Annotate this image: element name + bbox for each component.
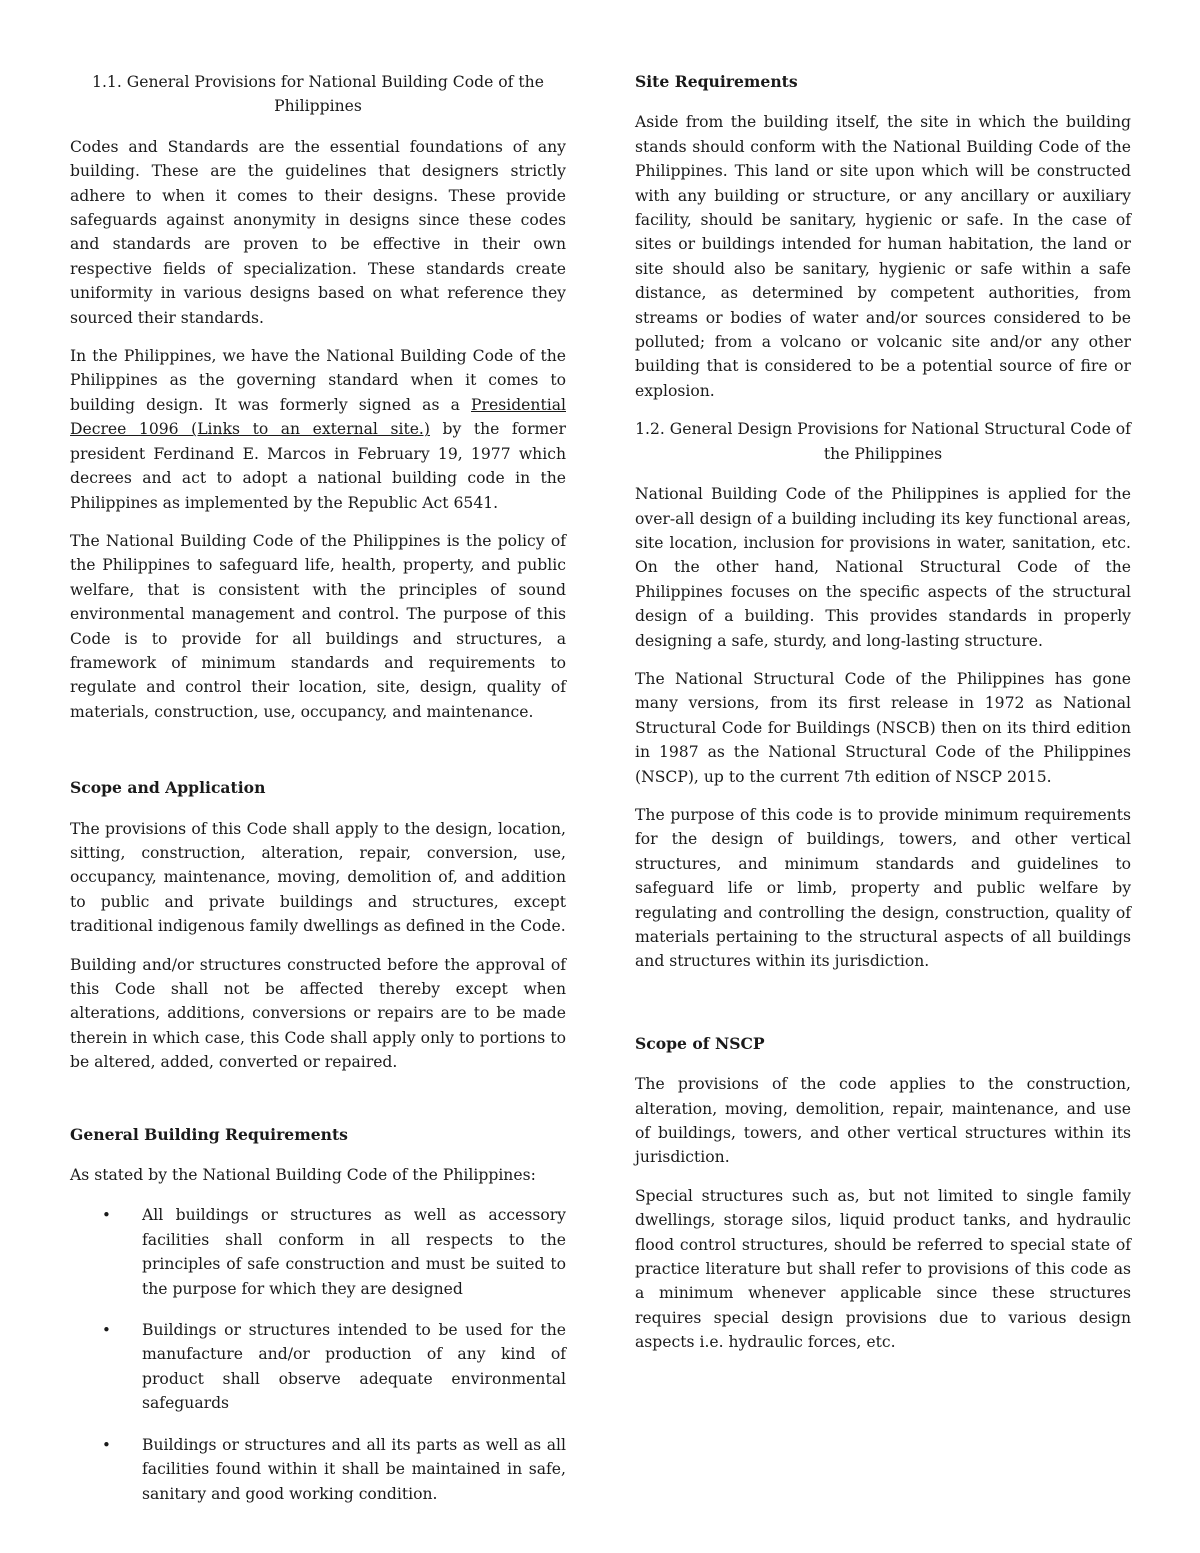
paragraph-scope-provisions: The provisions of this Code shall apply to the design, location, sitting, construction, alteration, repair, conversion, use, occupancy, maintenance, moving, demolition of, and addition to public and private buildings and structures, except traditional indigenous family dwellings as defined in the Code. — [70, 819, 566, 936]
paragraph-policy: The National Building Code of the Philippines is the policy of the Philippines to safeguard life, health, property, and public welfare, that is consistent with the principles of sound environmental management and control. The purpose of this Code is to provide for all buildings and structures, a framework of minimum standards and requirements to regulate and control their location, site, design, quality of materials, construction, use, occupancy, and maintenance. — [70, 531, 566, 721]
paragraph-nscp-provisions: The provisions of the code applies to the construction, alteration, moving, demolition, repair, maintenance, and use of buildings, towers, and other vertical structures within its jurisdiction. — [635, 1075, 1131, 1167]
paragraph-site-requirements: Aside from the building itself, the site in which the building stands should conform with the National Building Code of the Philippines. This land or site upon which will be constructed with any building or structure, or any ancillary or auxiliary facility, should be sanitary, hygienic or safe. In the case of sites or buildings intended for human habitation, the land or site should also be sanitary, hygienic or safe within a safe distance, as determined by competent authorities, from streams or bodies of water and/or sources considered to be polluted; from a volcano or volcanic site and/or any other building that is considered to be a potential source of fire or explosion. — [635, 113, 1131, 400]
bullet-icon: • — [102, 1435, 111, 1454]
heading-general-building-requirements: General Building Requirements — [70, 1124, 348, 1144]
list-item — [70, 1203, 566, 1301]
paragraph-existing-buildings: Building and/or structures constructed before the approval of this Code shall not be affected thereby except when alterations, additions, conversions or repairs are to be made therein in which case, this Code shall apply only to portions to be altered, added, converted or repaired. — [70, 955, 566, 1072]
requirements-list — [70, 1203, 566, 1505]
paragraph-nbcp-vs-nscp: National Building Code of the Philippines is applied for the over-all design of a building including its key functional areas, site location, inclusion for provisions in water, sanitation, etc. On the other hand, National Structural Code of the Philippines focuses on the specific aspects of the structural design of a building. This provides standards in properly designing a safe, sturdy, and long-lasting structure. — [635, 485, 1131, 650]
paragraph-national-building-code — [70, 344, 566, 515]
paragraph-nscp-purpose: The purpose of this code is to provide minimum requirements for the design of buildings, towers, and other vertical structures, and minimum standards and guidelines to safeguard life or limb, property and public welfare by regulating and controlling the design, construction, quality of materials pertaining to the structural aspects of all buildings and structures within its jurisdiction. — [635, 805, 1131, 971]
list-item — [70, 1433, 566, 1506]
list-item-text: All buildings or structures as well as accessory facilities shall conform in all respects to the principles of safe construction and must be suited to the purpose for which they are designed — [142, 1206, 566, 1298]
right-column — [635, 70, 1131, 1355]
list-item-text: Buildings or structures intended to be used for the manufacture and/or production of any kind of product shall observe adequate environmental safeguards — [142, 1321, 566, 1413]
list-item-text: Buildings or structures and all its parts as well as all facilities found within it shall be maintained in safe, sanitary and good working condition. — [142, 1435, 566, 1503]
list-item — [70, 1318, 566, 1416]
paragraph-text-before-link: In the Philippines, we have the National Building Code of the Philippines as the governing standard when it comes to building design. It was formerly signed as a — [70, 347, 566, 414]
heading-site-requirements: Site Requirements — [635, 72, 798, 91]
heading-scope-of-nscp: Scope of NSCP — [635, 1033, 765, 1053]
left-column — [70, 70, 566, 1506]
bullet-icon: • — [102, 1321, 111, 1340]
heading-scope-and-application: Scope and Application — [70, 778, 266, 798]
presidential-decree-link[interactable]: Presidential Decree 1096 (Links to an external site.) — [70, 395, 566, 439]
paragraph-text-after-link: by the former president Ferdinand E. Marcos in February 19, 1977 which decrees and act to adopt a national building code in the Philippines as implemented by the Republic Act 6541. — [70, 420, 566, 512]
paragraph-special-structures: Special structures such as, but not limited to single family dwellings, storage silos, liquid product tanks, and hydraulic flood control structures, should be referred to special state of practice literature but shall refer to provisions of this code as a minimum whenever applicable since these structures requires special design provisions due to various design aspects i.e. hydraulic forces, etc. — [635, 1186, 1131, 1352]
section-title-1-1: 1.1. General Provisions for National Building Code of the Philippines — [92, 73, 544, 116]
paragraph-nscp-versions: The National Structural Code of the Philippines has gone many versions, from its first release in 1972 as National Structural Code for Buildings (NSCB) then on its third edition in 1987 as the National Structural Code of the Philippines (NSCP), up to the current 7th edition of NSCP 2015. — [635, 669, 1131, 786]
paragraph-requirements-intro: As stated by the National Building Code of the Philippines: — [70, 1166, 536, 1185]
bullet-icon: • — [102, 1206, 111, 1225]
section-title-1-2: 1.2. General Design Provisions for National Structural Code of the Philippines — [635, 420, 1131, 463]
paragraph-codes-standards: Codes and Standards are the essential foundations of any building. These are the guidelines that designers strictly adhere to when it comes to their designs. These provide safeguards against anonymity in designs since these codes and standards are proven to be effective in their own respective fields of specialization. These standards create uniformity in various designs based on what reference they sourced their standards. — [70, 137, 566, 327]
